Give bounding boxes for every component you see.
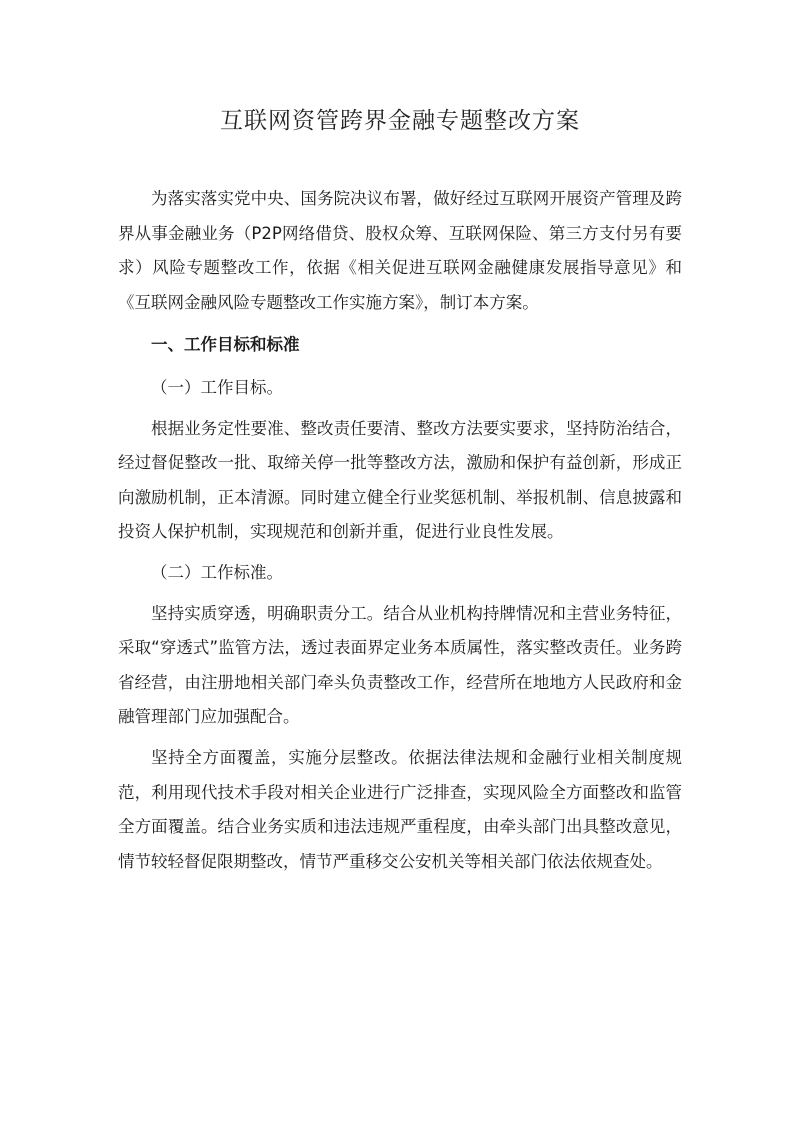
subheading-standards: （二）工作标准。 xyxy=(151,562,283,582)
subheading-goals: （一）工作目标。 xyxy=(151,377,283,397)
spacer xyxy=(118,320,682,326)
goals-paragraph: 根据业务定性要准、整改责任要清、整改方法要实要求，坚持防治结合，经过督促整改一批、取缔关停一批等整改方法，激励和保护有益创新，形成正向激励机制，正本清源。同时建立健全行业奖惩机制、举报机制、信息披露和投资人保护机制，实现规范和创新并重，促进行业良性发展。 xyxy=(118,418,682,542)
standards-paragraph-1: 坚持实质穿透，明确职责分工。结合从业机构持牌情况和主营业务特征，采取“穿透式”监管方法，透过表面界定业务本质属性，落实整改责任。业务跨省经营，由注册地相关部门牵头负责整改工作，经营所在地地方人民政府和金融管理部门应加强配合。 xyxy=(118,603,682,727)
standards-paragraph-2: 坚持全方面覆盖，实施分层整改。依据法律法规和金融行业相关制度规范，利用现代技术手段对相关企业进行广泛排查，实现风险全方面整改和监管全方面覆盖。结合业务实质和违法违规严重程度，由牵头部门出具整改意见，情节较轻督促限期整改，情节严重移交公安机关等相关部门依法依规查处。 xyxy=(118,747,682,871)
document-title: 互联网资管跨界金融专题整改方案 xyxy=(220,108,580,134)
intro-paragraph: 为落实落实党中央、国务院决议布署，做好经过互联网开展资产管理及跨界从事金融业务（P2P网络借贷、股权众筹、互联网保险、第三方支付另有要求）风险专题整改工作，依据《相关促进互联网金融健康发展指导意见》和《互联网金融风险专题整改工作实施方案》，制订本方案。 xyxy=(118,189,682,312)
section-heading-1: 一、工作目标和标准 xyxy=(151,335,300,355)
document-body xyxy=(118,182,682,879)
